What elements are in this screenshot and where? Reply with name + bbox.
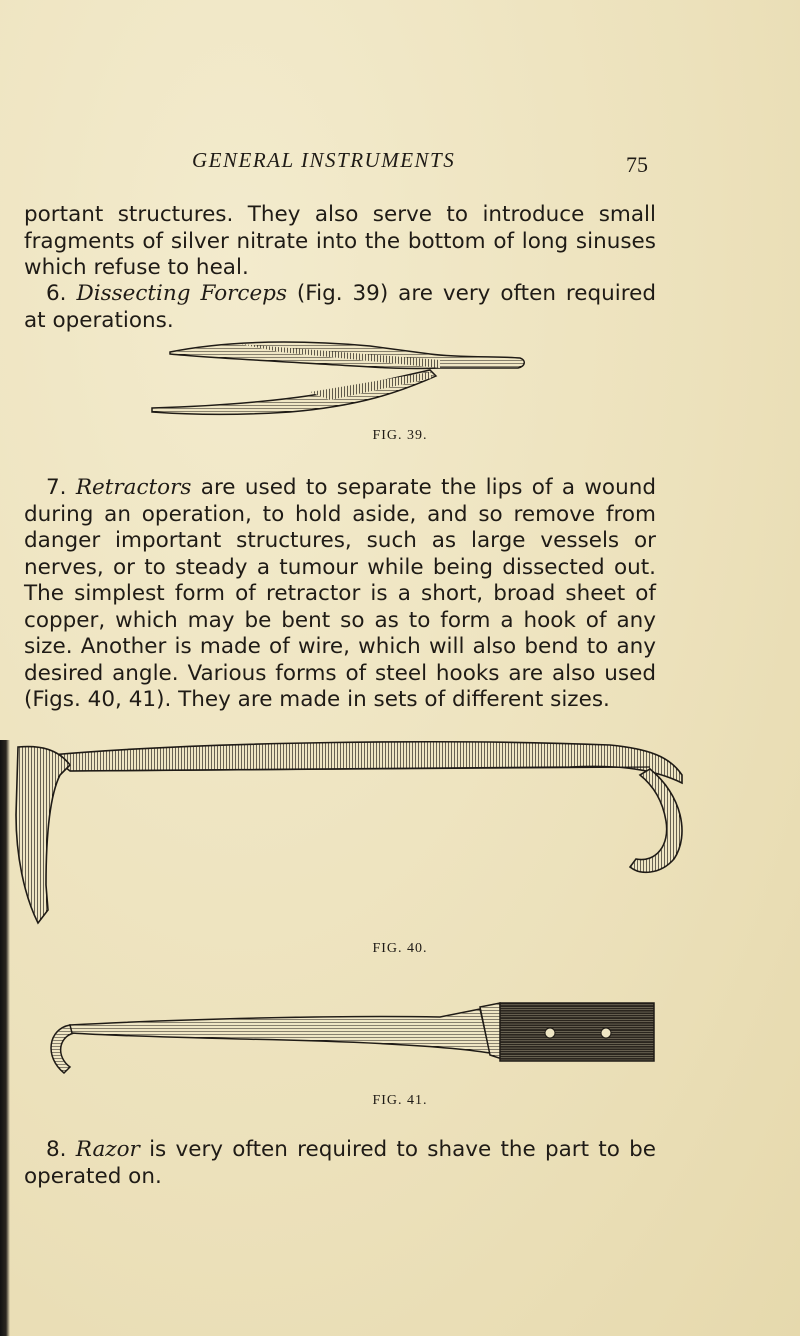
figure-39-caption: FIG. 39.	[372, 428, 428, 443]
figure-41-caption: FIG. 41.	[372, 1093, 428, 1108]
running-head: GENERAL INSTRUMENTS	[192, 148, 456, 172]
item-term: Dissecting Forceps	[76, 281, 287, 306]
page-number: 75	[626, 152, 648, 177]
figure-41-hook	[40, 995, 660, 1085]
item-number: 6.	[46, 281, 67, 306]
paragraph-text: are used to separate the lips of a wound during an operation, to hold aside, and so remove from danger important structures, such as large vessels or nerves, or to steady a tumour while being dissected out. The simplest form of retractor is a short, broad sheet of copper, which may be bent so as to form a hook of any size. Another is made of wire, which will also bend to any desired angle. Various forms of steel hooks are also used (Figs. 40, 41). They are made in sets of different sizes.	[24, 475, 656, 712]
item-term: Retractors	[75, 475, 192, 500]
paragraph-retractors	[24, 475, 656, 714]
paragraph-dissecting-forceps	[24, 281, 656, 334]
figure-40-caption: FIG. 40.	[372, 941, 428, 956]
item-number: 7.	[46, 475, 67, 500]
paragraph-text: portant structures. They also serve to introduce small fragments of silver nitrate into the bottom of long sinuses which refuse to heal.	[24, 202, 656, 280]
page-left-edge-shadow	[0, 740, 10, 1336]
page-header	[0, 148, 800, 188]
paragraph-text: is very often required to shave the part to be operated on.	[24, 1137, 656, 1189]
paragraph-razor	[24, 1137, 656, 1190]
paragraph-text: (Fig. 39) are very often required at operations.	[24, 281, 656, 333]
item-number: 8.	[46, 1137, 67, 1162]
figure-39-dissecting-forceps	[140, 330, 530, 422]
paragraph-continuation	[24, 202, 656, 282]
figure-40-retractor	[10, 735, 690, 935]
item-term: Razor	[75, 1137, 140, 1162]
